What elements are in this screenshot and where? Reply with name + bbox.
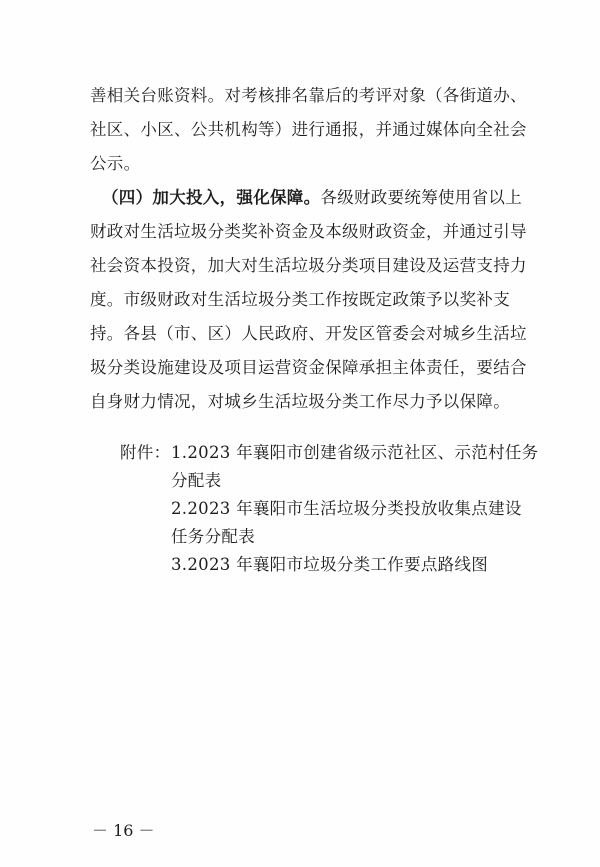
paragraph-2-line-2: 财政对生活垃圾分类奖补资金及本级财政资金，并通过引导 xyxy=(90,222,527,241)
paragraph-2-line-6: 圾分类设施建设及项目运营资金保障承担主体责任，要结合 xyxy=(90,358,527,377)
attachment-3-line-1: 3.2023 年襄阳市垃圾分类工作要点路线图 xyxy=(171,555,489,574)
paragraph-1-line-3: 公示。 xyxy=(90,154,141,173)
paragraph-2-line-5: 持。各县（市、区）人民政府、开发区管委会对城乡生活垃 xyxy=(90,324,527,343)
paragraph-2-line-7: 自身财力情况，对城乡生活垃圾分类工作尽力予以保障。 xyxy=(90,392,510,411)
paragraph-2-line-1 xyxy=(102,186,522,210)
attachments-label: 附件： xyxy=(120,443,171,462)
paragraph-2-line-3: 社会资本投资，加大对生活垃圾分类项目建设及运营支持力 xyxy=(90,256,527,275)
attachment-2-line-2: 任务分配表 xyxy=(171,527,255,546)
paragraph-2-line-1-text: 各级财政要统筹使用省以上 xyxy=(320,188,523,207)
paragraph-1-line-1: 善相关台账资料。对考核排名靠后的考评对象（各街道办、 xyxy=(90,86,527,105)
attachment-1-line-1: 1.2023 年襄阳市创建省级示范社区、示范村任务 xyxy=(171,443,539,462)
attachment-1-line-2: 分配表 xyxy=(171,471,222,490)
paragraph-2-line-4: 度。市级财政对生活垃圾分类工作按既定政策予以奖补支 xyxy=(90,290,510,309)
attachment-2-line-1: 2.2023 年襄阳市生活垃圾分类投放收集点建设 xyxy=(171,499,522,518)
paragraph-1-line-2: 社区、小区、公共机构等）进行通报，并通过媒体向全社会 xyxy=(90,120,527,139)
section-heading: （四）加大投入，强化保障。 xyxy=(102,188,321,207)
page-number: － 16 － xyxy=(92,821,155,840)
